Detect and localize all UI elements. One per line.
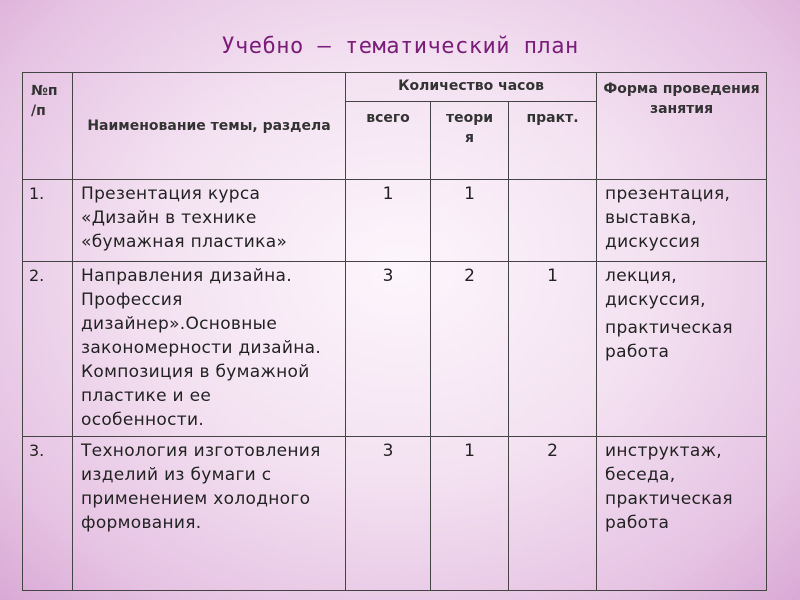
row-total-hours: 1 [346, 180, 431, 262]
row-theory-hours: 1 [431, 180, 509, 262]
row-form [597, 262, 767, 437]
table-row [23, 180, 767, 262]
row-total-hours: 3 [346, 437, 431, 591]
row-theory-hours: 1 [431, 437, 509, 591]
row-total-hours: 3 [346, 262, 431, 437]
header-number-line2: /п [31, 103, 46, 119]
row-form-line: презентация, [605, 184, 731, 204]
header-theory-line2: я [465, 130, 474, 146]
header-row [23, 73, 767, 102]
header-total: всего [346, 102, 431, 180]
row-number: 1. [23, 180, 73, 262]
row-topic: Направления дизайна. Профессия дизайнер».Основные закономерности дизайна. Композиция в бумажной пластике и ее особенности. [73, 262, 346, 437]
row-theory-hours: 2 [431, 262, 509, 437]
slide-title: Учебно – тематический план [221, 34, 579, 59]
row-form-line: инструктаж, [605, 441, 722, 461]
row-practice-hours [509, 180, 597, 262]
row-topic: Технология изготовления изделий из бумаги с применением холодного формования. [73, 437, 346, 591]
row-form-line: практическая работа [605, 489, 733, 533]
header-hours-group: Количество часов [346, 73, 597, 102]
table-row [23, 262, 767, 437]
header-practice: практ. [509, 102, 597, 180]
row-number: 3. [23, 437, 73, 591]
header-number [23, 73, 73, 180]
thematic-plan-table [22, 72, 767, 591]
row-form-line: лекция, [605, 266, 677, 286]
table-row [23, 437, 767, 591]
row-form [597, 180, 767, 262]
row-form-line: дискуссия, [605, 290, 706, 310]
row-form-line: беседа, [605, 465, 676, 485]
header-form: Форма проведения занятия [597, 73, 767, 180]
header-theory-line1: теори [445, 110, 494, 126]
row-form-line: выставка, [605, 208, 697, 228]
row-form-line: дискуссия [605, 232, 701, 252]
header-theory [431, 102, 509, 180]
row-practice-hours: 2 [509, 437, 597, 591]
row-practice-hours: 1 [509, 262, 597, 437]
header-number-line1: №п [31, 83, 58, 99]
row-topic: Презентация курса «Дизайн в технике «бумажная пластика» [73, 180, 346, 262]
row-form [597, 437, 767, 591]
row-number: 2. [23, 262, 73, 437]
header-topic: Наименование темы, раздела [73, 73, 346, 180]
row-form-line: практическая работа [605, 318, 733, 362]
